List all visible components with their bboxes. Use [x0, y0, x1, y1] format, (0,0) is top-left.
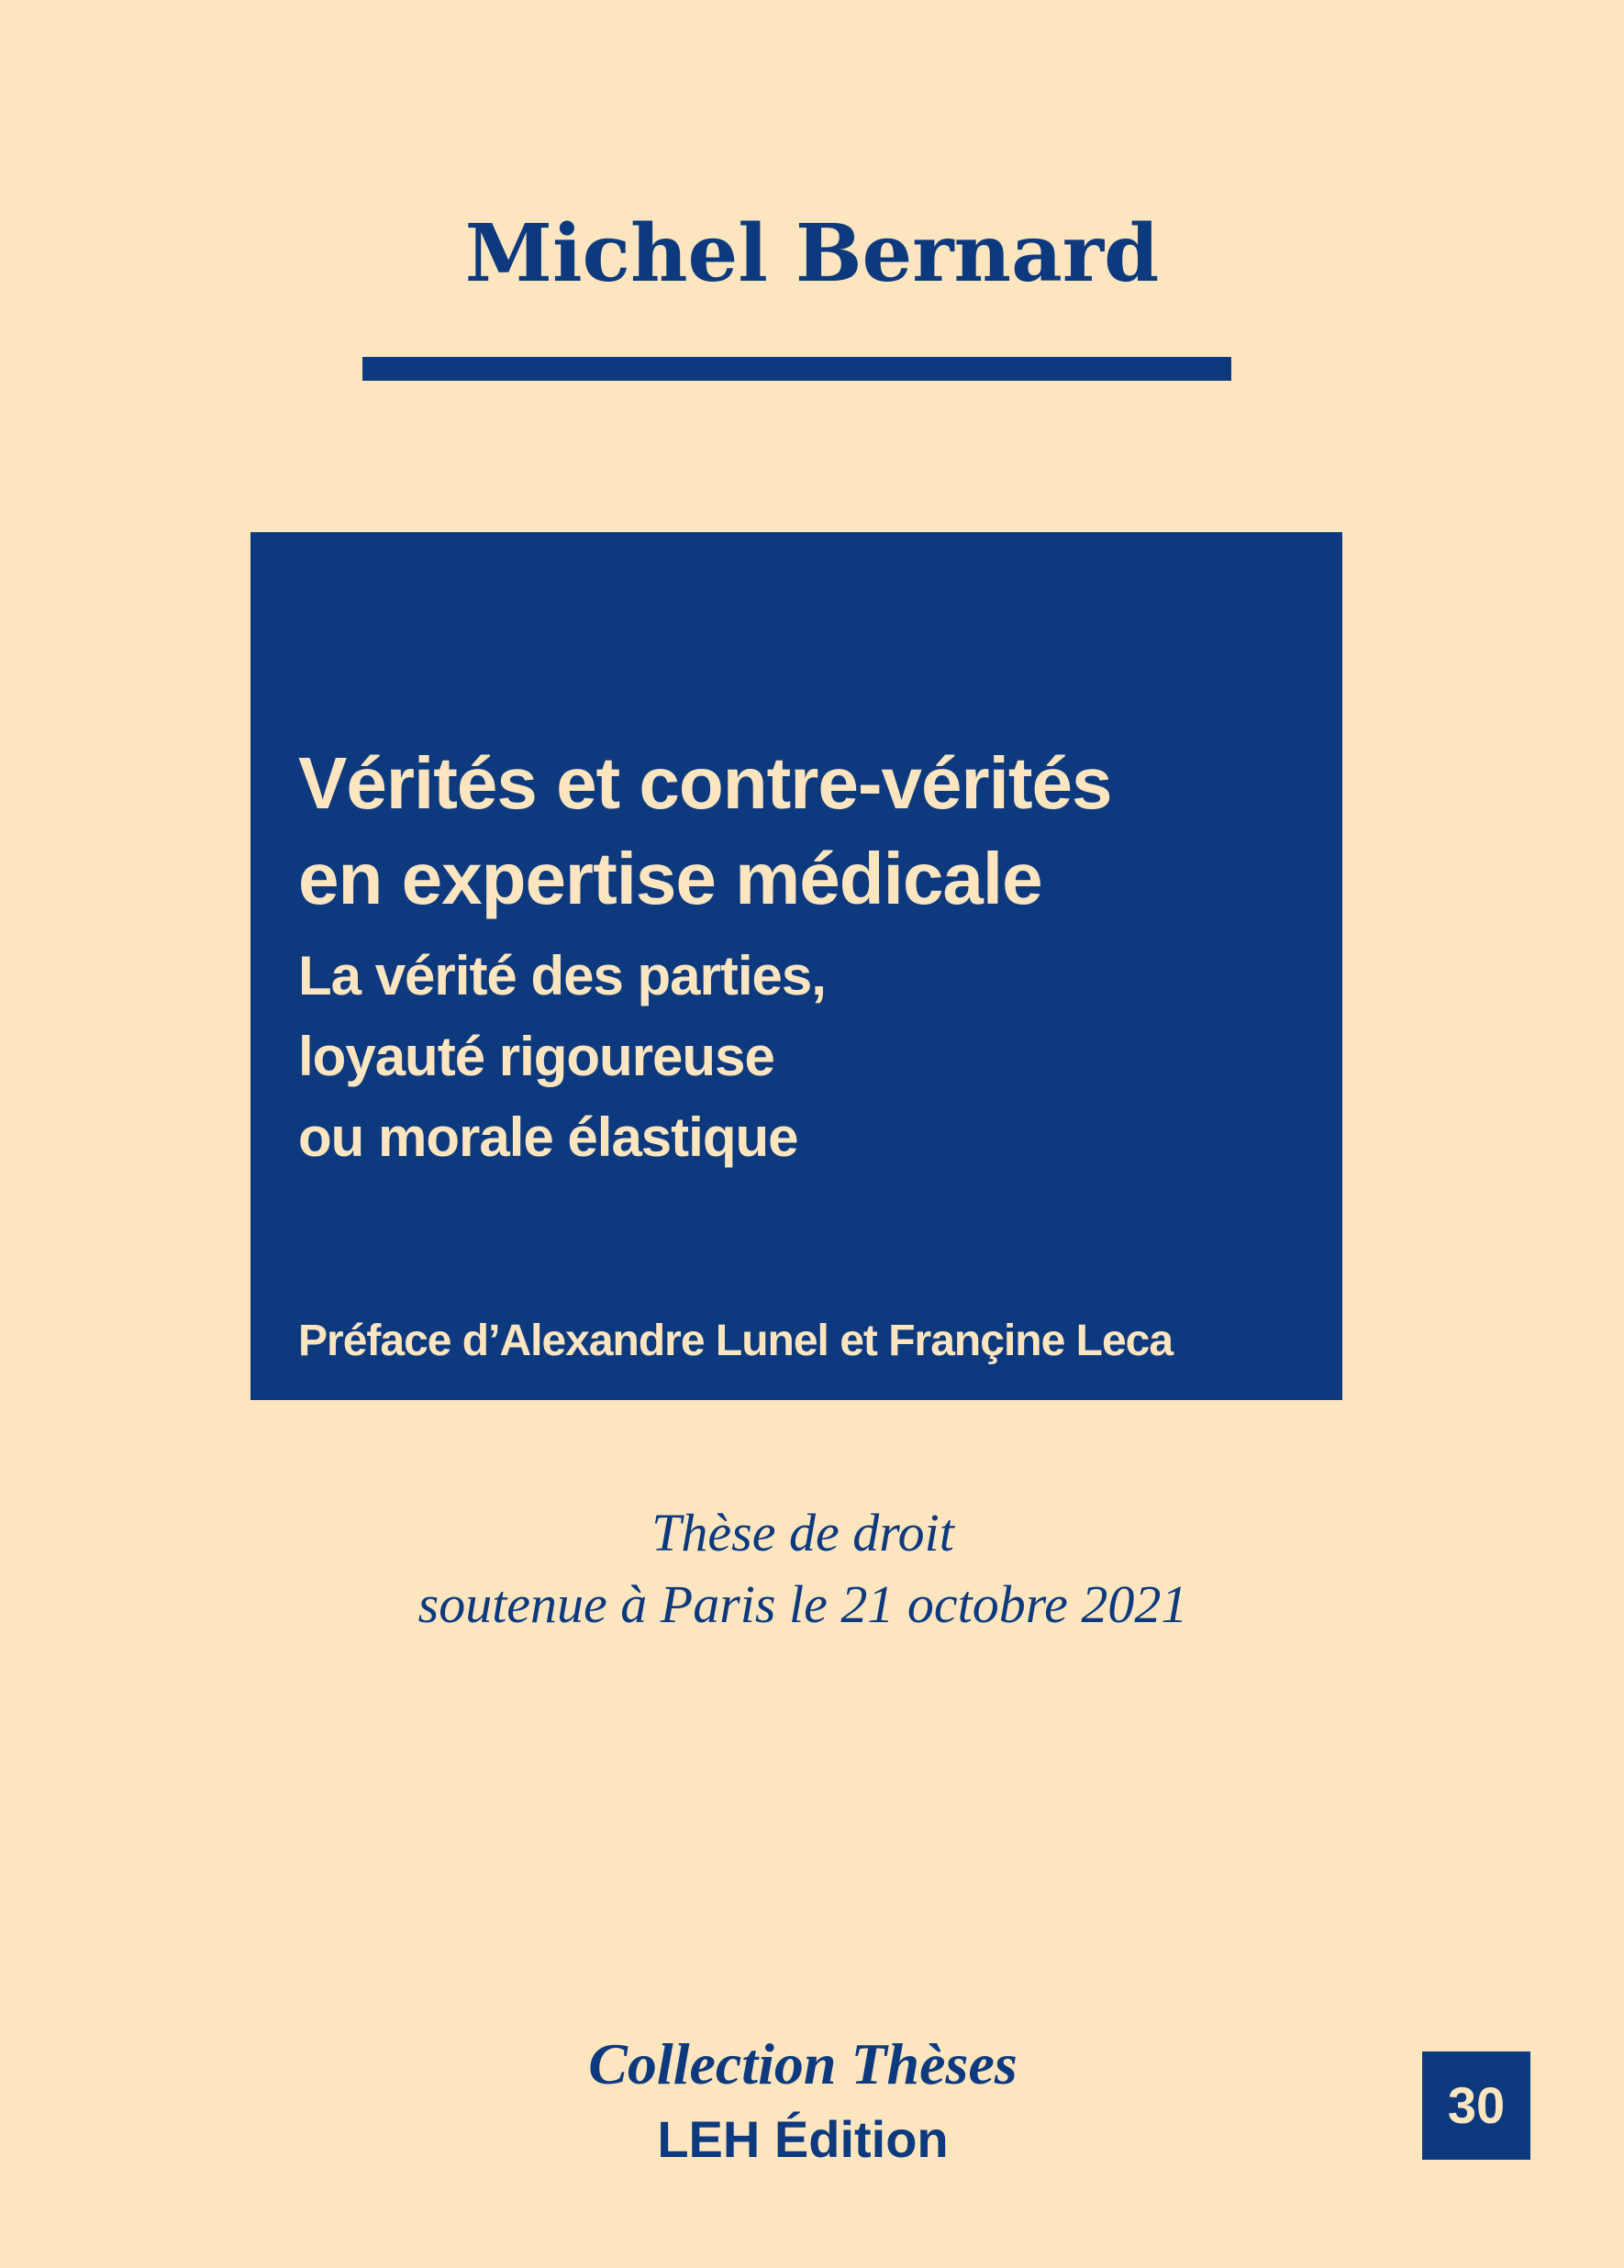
- book-subtitle-line: loyauté rigoureuse: [298, 1026, 774, 1087]
- title-panel: [250, 532, 1342, 1400]
- book-subtitle: [298, 936, 1335, 1178]
- book-title-line: Vérités et contre-vérités: [298, 742, 1112, 824]
- preface-credit: Préface d’Alexandre Lunel et Françine Leca: [298, 1317, 1174, 1365]
- volume-number-badge: 30: [1422, 2051, 1530, 2160]
- book-title: [298, 736, 1335, 927]
- thesis-defense-date: soutenue à Paris le 21 octobre 2021: [417, 1574, 1188, 1634]
- author-name: Michel Bernard: [464, 207, 1160, 300]
- collection-name: Collection Thèses: [588, 2031, 1018, 2096]
- book-title-line: en expertise médicale: [298, 838, 1042, 919]
- thesis-type: Thèse de droit: [651, 1503, 954, 1562]
- book-subtitle-line: La vérité des parties,: [298, 945, 826, 1006]
- book-subtitle-line: ou morale élastique: [298, 1106, 798, 1168]
- publisher-name: LEH Édition: [657, 2110, 949, 2168]
- author-divider: [362, 357, 1231, 381]
- thesis-info: [0, 1497, 1606, 1640]
